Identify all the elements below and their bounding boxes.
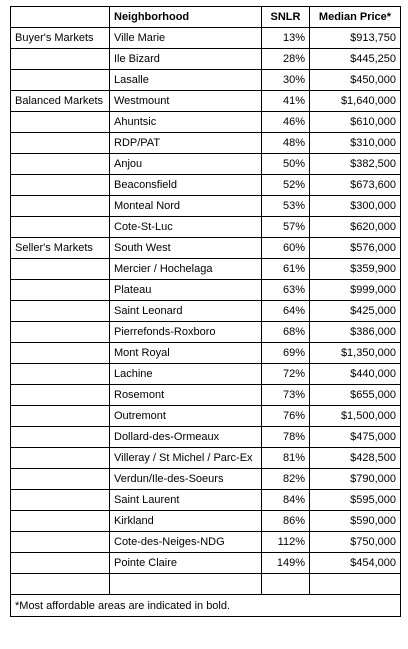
median-price-cell: $310,000	[310, 133, 401, 154]
neighborhood-cell: Anjou	[110, 154, 262, 175]
market-cell: Buyer's Markets	[11, 28, 110, 49]
table-row	[11, 511, 401, 532]
market-cell	[11, 469, 110, 490]
median-price-cell: $440,000	[310, 364, 401, 385]
median-price-cell: $590,000	[310, 511, 401, 532]
snlr-cell: 81%	[262, 448, 310, 469]
header-row	[11, 7, 401, 28]
median-price-cell: $445,250	[310, 49, 401, 70]
table-row	[11, 343, 401, 364]
market-cell	[11, 280, 110, 301]
neighborhood-cell: South West	[110, 238, 262, 259]
snlr-cell: 61%	[262, 259, 310, 280]
snlr-cell: 86%	[262, 511, 310, 532]
market-cell	[11, 154, 110, 175]
neighborhood-cell: Lachine	[110, 364, 262, 385]
header-snlr: SNLR	[262, 7, 310, 28]
market-cell	[11, 427, 110, 448]
table-row	[11, 154, 401, 175]
table-row	[11, 427, 401, 448]
snlr-cell: 76%	[262, 406, 310, 427]
footnote: *Most affordable areas are indicated in bold.	[11, 595, 401, 617]
table-row	[11, 280, 401, 301]
median-price-cell: $454,000	[310, 553, 401, 574]
median-price-cell: $595,000	[310, 490, 401, 511]
median-price-cell: $750,000	[310, 532, 401, 553]
median-price-cell: $386,000	[310, 322, 401, 343]
snlr-cell: 82%	[262, 469, 310, 490]
neighborhood-cell: Dollard-des-Ormeaux	[110, 427, 262, 448]
neighborhood-cell: Ile Bizard	[110, 49, 262, 70]
neighborhood-cell: Saint Laurent	[110, 490, 262, 511]
header-median-price: Median Price*	[310, 7, 401, 28]
neighborhood-cell: Mont Royal	[110, 343, 262, 364]
market-cell	[11, 301, 110, 322]
snlr-cell: 13%	[262, 28, 310, 49]
table-body	[11, 28, 401, 595]
snlr-cell: 78%	[262, 427, 310, 448]
table-row	[11, 70, 401, 91]
market-cell	[11, 385, 110, 406]
table-row	[11, 364, 401, 385]
neighborhood-cell: Villeray / St Michel / Parc-Ex	[110, 448, 262, 469]
table-row	[11, 217, 401, 238]
neighborhood-cell: Beaconsfield	[110, 175, 262, 196]
median-price-cell: $655,000	[310, 385, 401, 406]
neighborhood-cell: Pointe Claire	[110, 553, 262, 574]
table-row	[11, 406, 401, 427]
market-cell	[11, 448, 110, 469]
snlr-cell: 68%	[262, 322, 310, 343]
table-row	[11, 469, 401, 490]
table-row	[11, 322, 401, 343]
table-row	[11, 301, 401, 322]
median-price-cell: $620,000	[310, 217, 401, 238]
table-row	[11, 448, 401, 469]
market-cell	[11, 490, 110, 511]
market-cell	[11, 217, 110, 238]
market-cell: Balanced Markets	[11, 91, 110, 112]
snlr-cell: 48%	[262, 133, 310, 154]
median-price-cell: $475,000	[310, 427, 401, 448]
neighborhood-cell: Monteal Nord	[110, 196, 262, 217]
median-price-cell: $450,000	[310, 70, 401, 91]
median-price-cell: $673,600	[310, 175, 401, 196]
neighborhood-cell: Kirkland	[110, 511, 262, 532]
table-row	[11, 385, 401, 406]
market-cell	[11, 133, 110, 154]
market-cell	[11, 175, 110, 196]
neighborhood-cell: Westmount	[110, 91, 262, 112]
snlr-cell: 112%	[262, 532, 310, 553]
snlr-cell: 50%	[262, 154, 310, 175]
market-cell	[11, 364, 110, 385]
market-table	[10, 6, 401, 617]
median-price-cell: $1,350,000	[310, 343, 401, 364]
snlr-cell: 69%	[262, 343, 310, 364]
median-price-cell: $1,500,000	[310, 406, 401, 427]
neighborhood-cell: Ahuntsic	[110, 112, 262, 133]
snlr-cell: 41%	[262, 91, 310, 112]
market-cell	[11, 553, 110, 574]
table-header	[11, 7, 401, 28]
neighborhood-cell: Plateau	[110, 280, 262, 301]
median-price-cell: $359,900	[310, 259, 401, 280]
neighborhood-cell: Pierrefonds-Roxboro	[110, 322, 262, 343]
median-price-cell: $913,750	[310, 28, 401, 49]
market-cell	[11, 49, 110, 70]
neighborhood-cell: Rosemont	[110, 385, 262, 406]
median-price-cell: $610,000	[310, 112, 401, 133]
median-price-cell: $428,500	[310, 448, 401, 469]
market-cell: Seller's Markets	[11, 238, 110, 259]
neighborhood-cell: Saint Leonard	[110, 301, 262, 322]
neighborhood-cell: Lasalle	[110, 70, 262, 91]
table-row	[11, 553, 401, 574]
table-row	[11, 28, 401, 49]
neighborhood-cell	[110, 574, 262, 595]
snlr-cell: 53%	[262, 196, 310, 217]
snlr-cell: 73%	[262, 385, 310, 406]
table-row	[11, 259, 401, 280]
neighborhood-cell: Cote-St-Luc	[110, 217, 262, 238]
snlr-cell: 46%	[262, 112, 310, 133]
neighborhood-cell: Outremont	[110, 406, 262, 427]
snlr-cell: 72%	[262, 364, 310, 385]
market-cell	[11, 196, 110, 217]
table-row	[11, 112, 401, 133]
footnote-row	[11, 595, 401, 617]
market-cell	[11, 532, 110, 553]
median-price-cell: $1,640,000	[310, 91, 401, 112]
market-cell	[11, 259, 110, 280]
median-price-cell: $790,000	[310, 469, 401, 490]
median-price-cell: $425,000	[310, 301, 401, 322]
neighborhood-cell: Mercier / Hochelaga	[110, 259, 262, 280]
table-row	[11, 532, 401, 553]
table-row	[11, 574, 401, 595]
median-price-cell: $576,000	[310, 238, 401, 259]
median-price-cell: $999,000	[310, 280, 401, 301]
table-row	[11, 91, 401, 112]
table-row	[11, 49, 401, 70]
table-row	[11, 238, 401, 259]
snlr-cell: 30%	[262, 70, 310, 91]
table-row	[11, 196, 401, 217]
snlr-cell: 60%	[262, 238, 310, 259]
table-row	[11, 490, 401, 511]
market-cell	[11, 112, 110, 133]
market-cell	[11, 322, 110, 343]
neighborhood-cell: Verdun/Ile-des-Soeurs	[110, 469, 262, 490]
snlr-cell: 52%	[262, 175, 310, 196]
snlr-cell: 64%	[262, 301, 310, 322]
market-cell	[11, 511, 110, 532]
neighborhood-cell: RDP/PAT	[110, 133, 262, 154]
snlr-cell: 63%	[262, 280, 310, 301]
market-cell	[11, 70, 110, 91]
median-price-cell	[310, 574, 401, 595]
median-price-cell: $382,500	[310, 154, 401, 175]
table-footer	[11, 595, 401, 617]
market-cell	[11, 343, 110, 364]
header-neighborhood: Neighborhood	[110, 7, 262, 28]
median-price-cell: $300,000	[310, 196, 401, 217]
market-cell	[11, 574, 110, 595]
snlr-cell: 149%	[262, 553, 310, 574]
snlr-cell: 28%	[262, 49, 310, 70]
market-cell	[11, 406, 110, 427]
neighborhood-cell: Cote-des-Neiges-NDG	[110, 532, 262, 553]
neighborhood-cell: Ville Marie	[110, 28, 262, 49]
table-row	[11, 133, 401, 154]
snlr-cell: 57%	[262, 217, 310, 238]
table-row	[11, 175, 401, 196]
snlr-cell: 84%	[262, 490, 310, 511]
snlr-cell	[262, 574, 310, 595]
header-market	[11, 7, 110, 28]
